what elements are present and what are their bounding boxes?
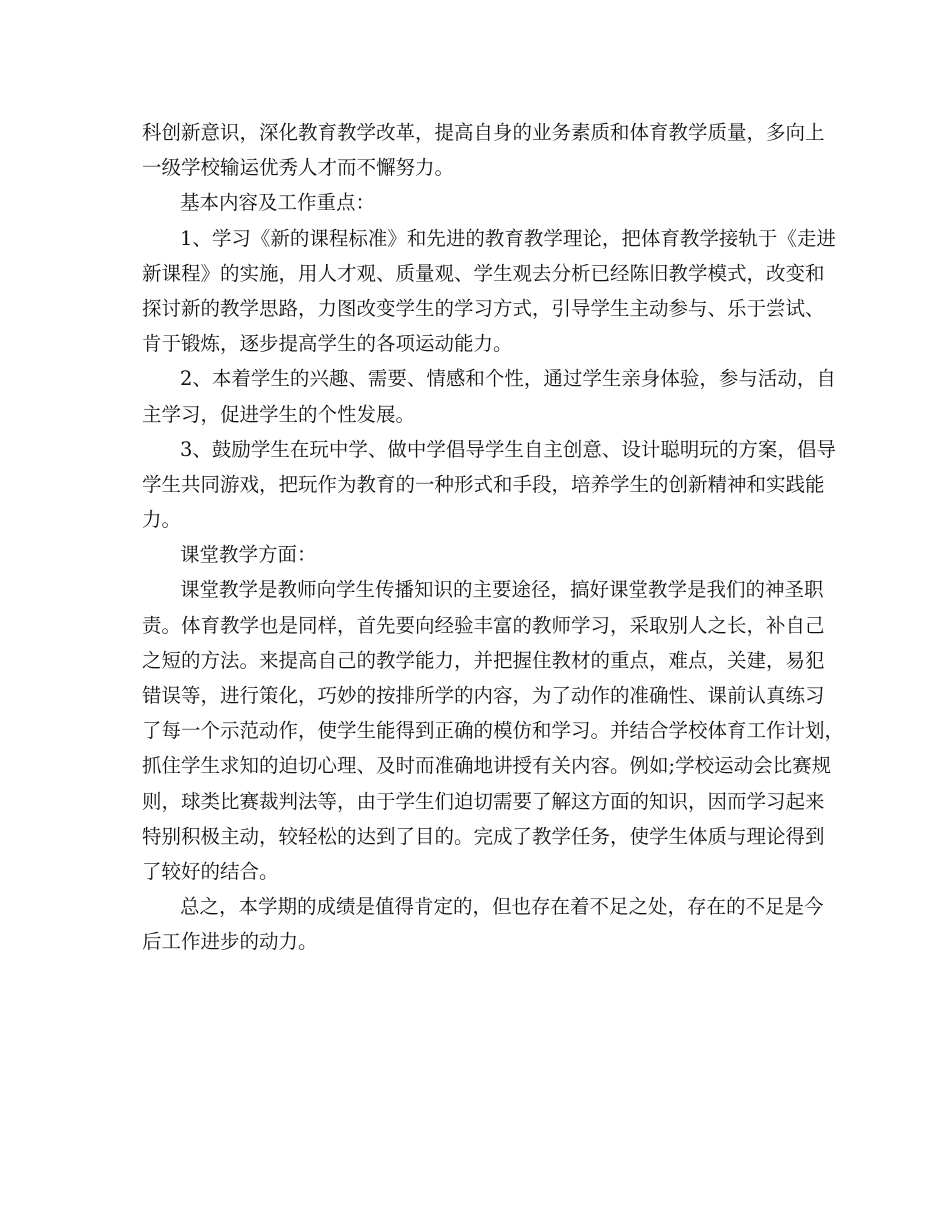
text-line: 2、本着学生的兴趣、需要、情感和个性，通过学生亲身体验，参与活动，自 xyxy=(180,367,836,391)
text-line: 新课程》的实施，用人才观、质量观、学生观去分析已经陈旧教学模式，改变和 xyxy=(142,261,825,285)
text-line: 力。 xyxy=(142,508,182,532)
text-line: 了较好的结合。 xyxy=(142,859,279,883)
text-line: 基本内容及工作重点： xyxy=(180,191,376,215)
text-line: 总之，本学期的成绩是值得肯定的，但也存在着不足之处，存在的不足是今 xyxy=(180,895,824,919)
text-line: 后工作进步的动力。 xyxy=(142,930,318,954)
text-line: 主学习，促进学生的个性发展。 xyxy=(142,402,416,426)
text-line: 了每一个示范动作，使学生能得到正确的模仿和学习。并结合学校体育工作计划， xyxy=(142,719,845,743)
text-line: 之短的方法。来提高自己的教学能力，并把握住教材的重点，难点，关建，易犯 xyxy=(142,648,825,672)
text-line: 科创新意识，深化教育教学改革，提高自身的业务素质和体育教学质量，多向上 xyxy=(142,121,825,144)
text-line: 错误等，进行策化，巧妙的按排所学的内容，为了动作的准确性、课前认真练习 xyxy=(142,684,825,707)
text-line: 学生共同游戏，把玩作为教育的一种形式和手段，培养学生的创新精神和实践能 xyxy=(142,472,825,496)
text-line: 课堂教学方面： xyxy=(180,543,317,567)
text-line: 3、鼓励学生在玩中学、做中学倡导学生自主创意、设计聪明玩的方案，倡导 xyxy=(180,437,836,461)
text-line: 责。体育教学也是同样，首先要向经验丰富的教师学习，采取别人之长，补自己 xyxy=(142,613,825,637)
text-line: 1、学习《新的课程标准》和先进的教育教学理论，把体育教学接轨于《走进 xyxy=(180,226,836,250)
text-line: 则，球类比赛裁判法等，由于学生们迫切需要了解这方面的知识，因而学习起来 xyxy=(142,789,825,813)
text-line: 探讨新的教学思路，力图改变学生的学习方式，引导学生主动参与、乐于尝试、 xyxy=(142,296,825,320)
text-line: 课堂教学是教师向学生传播知识的主要途径，搞好课堂教学是我们的神圣职 xyxy=(180,578,824,602)
text-line: 一级学校输运优秀人才而不懈努力。 xyxy=(142,156,455,180)
document-body xyxy=(142,115,845,960)
text-line: 肯于锻炼，逐步提高学生的各项运动能力。 xyxy=(142,332,513,356)
text-line: 抓住学生求知的迫切心理、及时而准确地讲授有关内容。例如;学校运动会比赛规 xyxy=(142,754,832,778)
text-line: 特别积极主动，较轻松的达到了目的。完成了教学任务，使学生体质与理论得到 xyxy=(142,824,825,848)
